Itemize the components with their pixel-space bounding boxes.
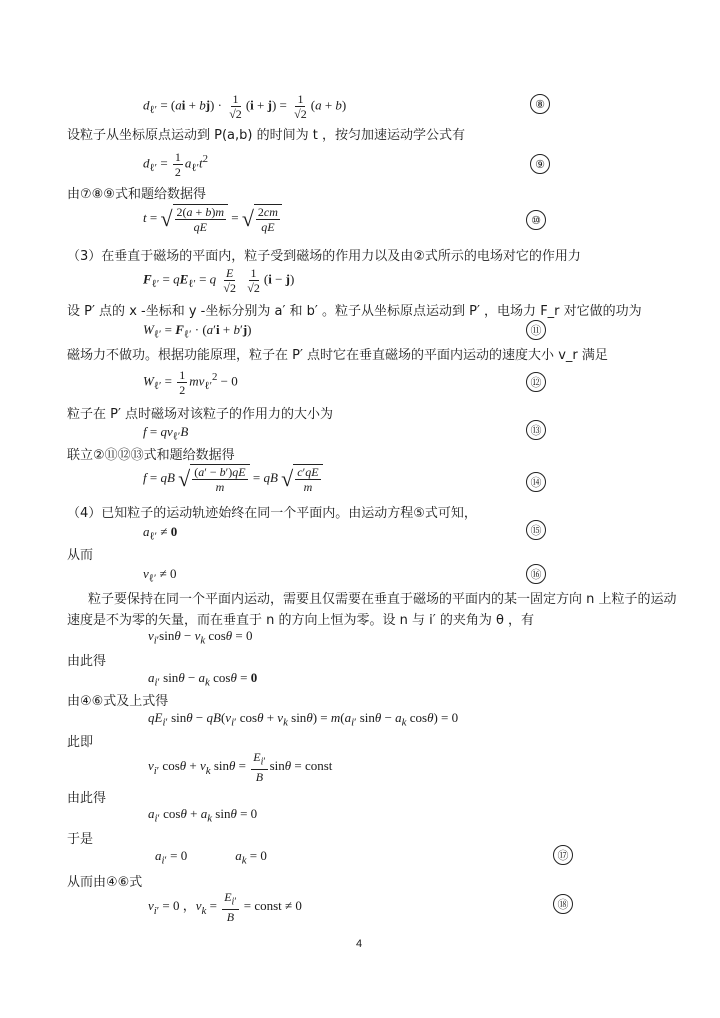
equation-17: $a_{i'} = 0$ $a_k = 0$ — [155, 848, 267, 867]
equation-number: ⑱ — [553, 894, 573, 914]
paragraph: 粒子在 P′ 点时磁场对该粒子的作用力的大小为 — [67, 407, 334, 422]
equation-number: ⑪ — [526, 320, 546, 340]
equation-12: $W_{\ell'}$ = $\frac{1}{2}$ $mv_{\ell'}^2 - 0$ — [143, 368, 238, 397]
paragraph: 速度是不为零的矢量，而在垂直于 n 的方向上恒为零。设 n 与 i′ 的夹角为 θ ，有 — [67, 613, 535, 628]
paragraph: 于是 — [67, 832, 94, 847]
paragraph: 由④⑥式及上式得 — [67, 694, 169, 709]
paragraph: 设粒子从坐标原点运动到 P(a,b) 的时间为 t ，按匀加速运动学公式有 — [67, 128, 465, 143]
paragraph: 此即 — [67, 735, 94, 750]
equation-accel: $a_{i'}$ $\sin\theta - a_k$ cosθ = 0 — [148, 670, 258, 689]
paragraph: 由此得 — [67, 654, 107, 669]
equation-force: $F_{\ell'} = qE_{\ell'} = q$ $\frac{E}{√2}$ $\frac{1}{√2}$ (i − j) — [143, 266, 295, 295]
equation-number: ⑬ — [526, 420, 546, 440]
paragraph: 粒子要保持在同一个平面内运动，需要且仅需要在垂直于磁场的平面内的某一固定方向 n 上粒子的运动 — [88, 592, 677, 607]
equation-number: ⑫ — [526, 372, 546, 392]
paragraph: 由此得 — [67, 791, 107, 806]
paragraph: （4）已知粒子的运动轨迹始终在同一个平面内。由运动方程⑤式可知， — [67, 506, 477, 521]
equation-13: $f = qv_{\ell'}B$ — [143, 424, 189, 443]
equation-18: $v_{i'} = 0$ ，$v_k$ = $\frac{E_{i'}}{B}$ = const ≠ 0 — [148, 890, 302, 925]
equation-accel-2: $a_{i'}$ $\cos\theta + a_k$ sinθ = 0 — [148, 806, 258, 825]
equation-const: $v_{i'}$ $\cos\theta + v_k$ sinθ = $\frac{E_{i'}}{B}$ sinθ = const — [148, 750, 333, 785]
equation-number: ⑧ — [530, 94, 550, 114]
equation-number: ⑯ — [526, 564, 546, 584]
paragraph: 由⑦⑧⑨式和题给数据得 — [67, 187, 206, 202]
paragraph: （3）在垂直于磁场的平面内，粒子受到磁场的作用力以及由②式所示的电场对它的作用力 — [67, 249, 581, 264]
equation-motion: $qE_{i'}$ $\sin\theta - qB(v_{i'}$ $\cos\theta + v_k$ $\sin\theta) = m(a_{i'}$ $\sin\theta - a_k$ cosθ) = 0 — [148, 710, 459, 729]
equation-15: $a_{\ell'} \ne 0$ — [143, 524, 178, 543]
paragraph: 设 P′ 点的 x -坐标和 y -坐标分别为 a′ 和 b′ 。粒子从坐标原点运动到 P′ ，电场力 F_r 对它做的功为 — [67, 304, 642, 319]
paragraph: 从而由④⑥式 — [67, 875, 143, 890]
equation-number: ⑮ — [526, 520, 546, 540]
paragraph: 磁场力不做功。根据功能原理，粒子在 P′ 点时它在垂直磁场的平面内运动的速度大小 v_r 满足 — [67, 348, 608, 363]
equation-14: f = qB √ $\frac{(a' - b')qE}{m}$ = qB √ $\frac{c'qE}{m}$ — [143, 464, 720, 494]
paragraph: 联立②⑪⑫⑬式和题给数据得 — [67, 448, 235, 463]
equation-number: ⑰ — [553, 845, 573, 865]
equation-number: ⑭ — [526, 472, 546, 492]
page-number: 4 — [356, 938, 363, 950]
equation-number: ⑨ — [530, 154, 550, 174]
equation-angle: $v_{i'}\sin\theta - v_k$ cosθ = 0 — [148, 628, 253, 647]
equation-9: $d_{\ell'}$ = $\frac{1}{2}$ $a_{\ell'}t^2$ — [143, 150, 209, 179]
equation-8: $d_{\ell'} = (ai + bj)$ · $\frac{1}{√2}$ (i + j) = $\frac{1}{√2}$ (a + b) — [143, 92, 347, 121]
paragraph: 从而 — [67, 548, 94, 563]
equation-10: t = √ $\frac{2(a + b)m}{qE}$ = √ $\frac{2cm}{qE}$ — [143, 204, 720, 234]
equation-16: $v_{\ell'} \ne 0$ — [143, 566, 177, 585]
equation-11: $W_{\ell'} = F_{\ell'} \cdot (a'i + b'j)$ — [143, 322, 252, 341]
equation-number: ⑩ — [526, 210, 546, 230]
